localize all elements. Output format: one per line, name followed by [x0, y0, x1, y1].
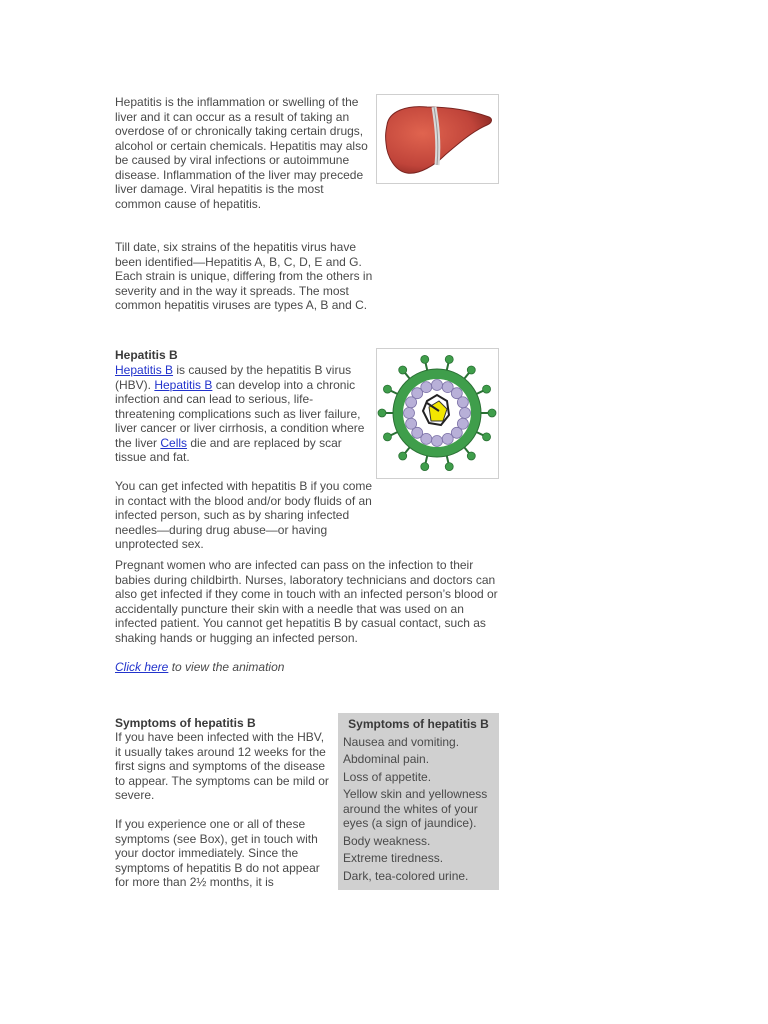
hepatitis-b-paragraph-3: Pregnant women who are infected can pass on the infection to their babies during childbirth. Nurses, laboratory technicians and doctors can also get infected if they come in touch with an infected person’s blood or accidentally puncture their skin with a needle that was used on an infected patient. You cannot get hepatitis B by casual contact, such as shaking hands or hugging an infected person. — [115, 558, 498, 645]
symptoms-heading: Symptoms of hepatitis B — [115, 716, 256, 730]
symptom-item: Loss of appetite. — [343, 769, 432, 784]
liver-image — [376, 94, 499, 184]
hepatitis-b-link-1[interactable]: Hepatitis B — [115, 363, 174, 377]
hepatitis-b-heading: Hepatitis B — [115, 348, 178, 362]
intro-paragraph-2: Till date, six strains of the hepatitis virus have been identified—Hepatitis A, B, C, D, E and G. Each strain is unique, differing from the others in severity and in the way it spreads. The most common hepatitis viruses are types A, B and C. — [115, 240, 373, 312]
symptom-item: Nausea and vomiting. — [343, 734, 460, 749]
hepatitis-b-text-2: can develop into a chronic infection and can lead to serious, life-threatening complications such as liver failure, liver cancer or liver cirrhosis, a condition where the liver — [115, 377, 365, 450]
animation-line — [115, 660, 284, 675]
liver-icon — [377, 95, 498, 183]
symptom-item: Abdominal pain. — [343, 752, 430, 766]
symptoms-box-title: Symptoms of hepatitis B — [348, 717, 489, 731]
hepatitis-b-paragraph-2: You can get infected with hepatitis B if you come in contact with the blood and/or body fluids of an infected person, such as by sharing infected needles—during drug abuse—or having unprotected sex. — [115, 479, 373, 551]
hepatitis-b-paragraph-1 — [115, 363, 371, 465]
symptom-item: Body weakness. — [343, 833, 431, 848]
symptom-item: Extreme tiredness. — [343, 851, 444, 865]
hepatitis-b-text-1: is caused by the hepatitis B virus (HBV). — [115, 363, 352, 392]
click-here-link[interactable]: Click here — [115, 660, 169, 674]
symptom-item: Dark, tea-colored urine. — [343, 868, 469, 883]
cells-link[interactable]: Cells — [160, 435, 188, 450]
symptoms-paragraph-1: If you have been infected with the HBV, it usually takes around 12 weeks for the first signs and symptoms of the disease to appear. The symptoms can be mild or severe. — [115, 730, 329, 802]
virus-image — [376, 348, 499, 479]
animation-text: to view the animation — [168, 660, 285, 674]
hepatitis-b-link-2[interactable]: Hepatitis B — [154, 377, 213, 392]
intro-paragraph-1: Hepatitis is the inflammation or swelling of the liver and it can occur as a result of taking an overdose of or chronically taking certain drugs, alcohol or certain chemicals. Hepatitis may also be caused by viral infections or autoimmune disease. Inflammation of the liver may precede liver damage. Viral hepatitis is the most common cause of hepatitis. — [115, 95, 368, 211]
symptom-item: Yellow skin and yellowness around the whites of your eyes (a sign of jaundice). — [343, 787, 488, 830]
virus-icon — [377, 349, 498, 478]
symptoms-box — [338, 713, 499, 890]
hepatitis-b-text-3: die and are replaced by scar tissue and fat. — [115, 435, 342, 464]
symptoms-paragraph-2: If you experience one or all of these symptoms (see Box), get in touch with your doctor immediately. Since the symptoms of hepatitis B do not appear for more than 2½ months, it is — [115, 817, 320, 889]
